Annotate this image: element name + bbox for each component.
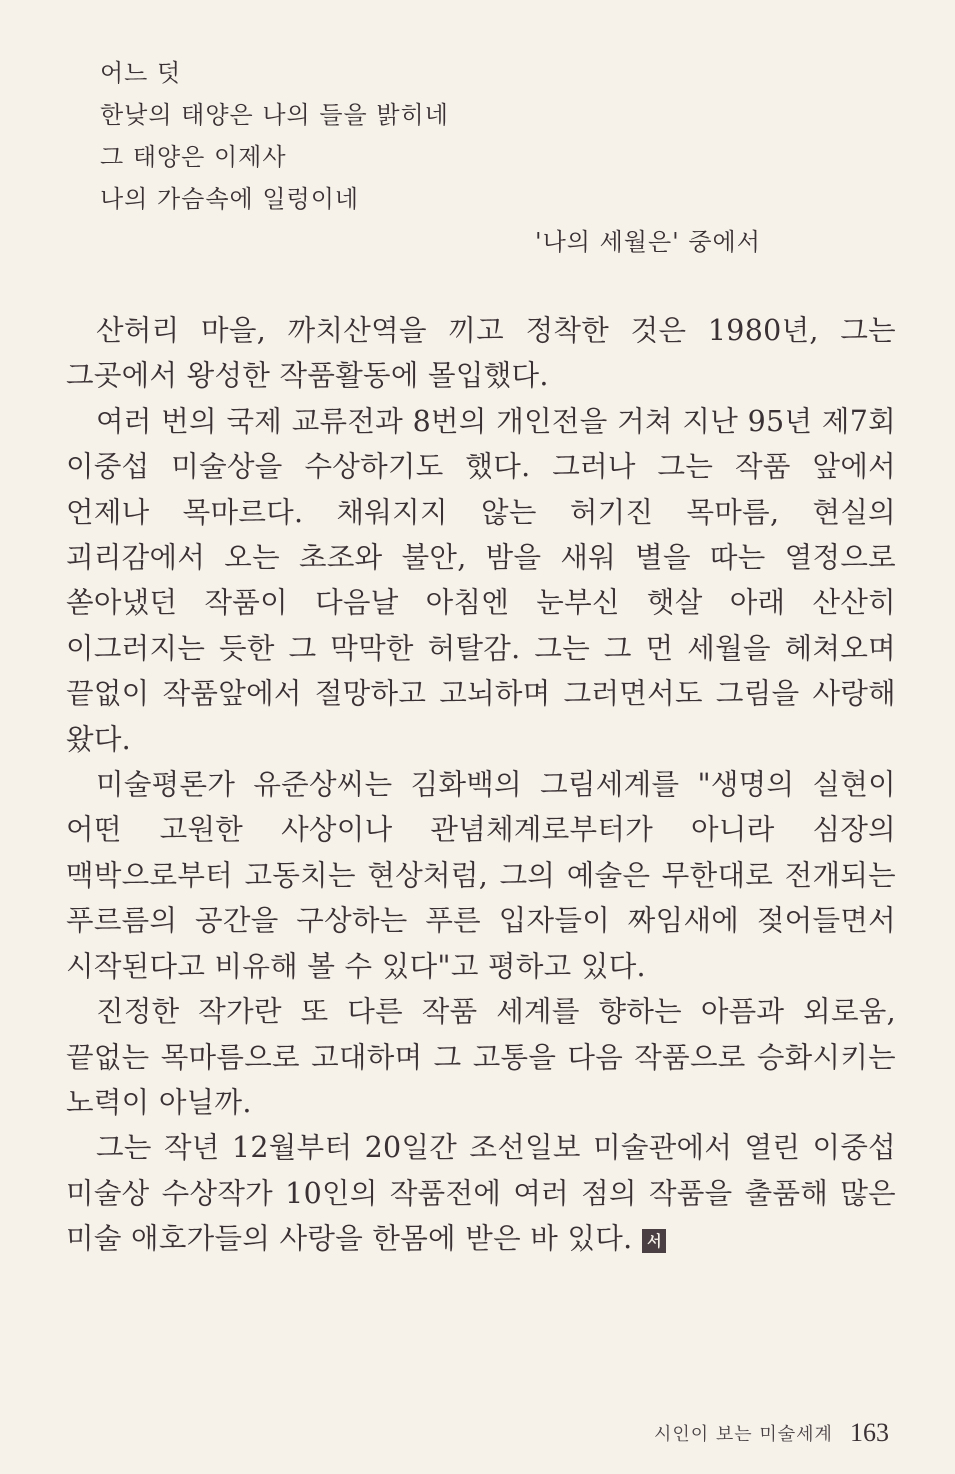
paragraph: 진정한 작가란 또 다른 작품 세계를 향하는 아픔과 외로움, 끝없는 목마름으로 고대하며 그 고통을 다음 작품으로 승화시키는 노력이 아닐까. — [66, 995, 896, 1119]
poem-line: 그 태양은 이제사 — [100, 143, 287, 171]
paragraph: 미술평론가 유준상씨는 김화백의 그림세계를 "생명의 실현이 어떤 고원한 사상이나 관념체계로부터가 아니라 심장의 맥박으로부터 고동치는 현상처럼, 그의 예술은 무한대로 전개되는 푸르름의 공간을 구상하는 푸른 입자들이 짜임새에 젖어들면서 시작된다고 비유해 볼 수 있다"고 평하고 있다. — [66, 768, 896, 983]
paragraph: 산허리 마을, 까치산역을 끼고 정착한 것은 1980년, 그는 그곳에서 왕성한 작품활동에 몰입했다. — [66, 314, 896, 393]
poem-attribution: '나의 세월은' 중에서 — [535, 228, 761, 256]
final-paragraph — [66, 1125, 896, 1261]
page-number: 163 — [850, 1418, 889, 1447]
end-mark-icon: 서 — [642, 1229, 666, 1253]
page-footer — [654, 1418, 889, 1448]
article-body — [66, 308, 896, 1262]
running-title: 시인이 보는 미술세계 — [653, 1424, 833, 1445]
poem-line: 나의 가슴속에 일렁이네 — [100, 185, 360, 213]
poem-excerpt — [100, 52, 800, 220]
poem-line: 한낮의 태양은 나의 들을 밝히네 — [100, 101, 449, 129]
poem-line: 어느 덧 — [100, 59, 182, 87]
paragraph: 여러 번의 국제 교류전과 8번의 개인전을 거쳐 지난 95년 제7회 이중섭 미술상을 수상하기도 했다. 그러나 그는 작품 앞에서 언제나 목마르다. 채워지지 않는 허기진 목마름, 현실의 괴리감에서 오는 초조와 불안, 밤을 새워 별을 따는 열정으로 쏟아냈던 작품이 다음날 아침엔 눈부신 햇살 아래 산산히 이그러지는 듯한 그 막막한 허탈감. 그는 그 먼 세월을 헤쳐오며 끝없이 작품앞에서 절망하고 고뇌하며 그러면서도 그림을 사랑해 왔다. — [66, 404, 896, 756]
paragraph-text: 그는 작년 12월부터 20일간 조선일보 미술관에서 열린 이중섭 미술상 수상작가 10인의 작품전에 여러 점의 작품을 출품해 많은 미술 애호가들의 사랑을 한몸에 받은 바 있다. — [66, 1131, 896, 1256]
